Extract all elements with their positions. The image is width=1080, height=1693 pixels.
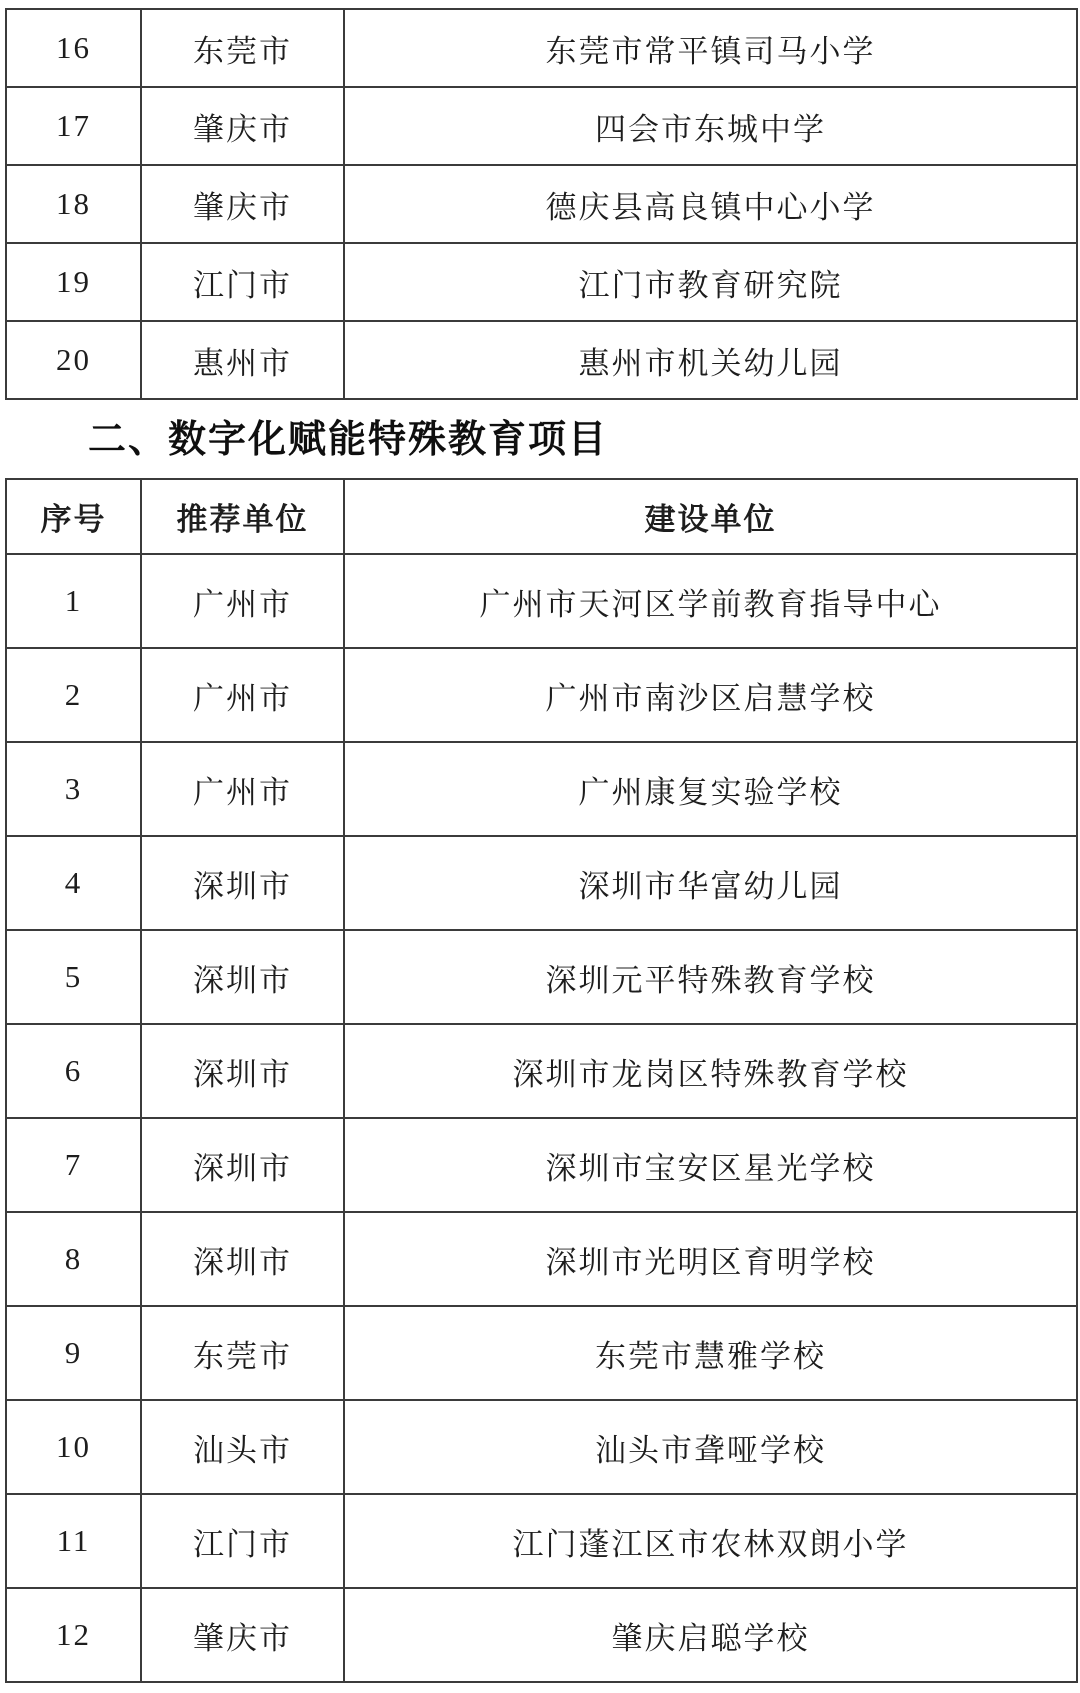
table-head [6, 479, 1077, 554]
recommender-cell: 东莞市 [141, 9, 344, 87]
table-body [6, 554, 1077, 1682]
builder-cell: 广州市南沙区启慧学校 [344, 648, 1077, 742]
table-row [6, 648, 1077, 742]
serial-cell: 3 [6, 742, 141, 836]
recommender-cell: 广州市 [141, 742, 344, 836]
serial-cell: 2 [6, 648, 141, 742]
serial-cell: 8 [6, 1212, 141, 1306]
serial-cell: 17 [6, 87, 141, 165]
serial-cell: 20 [6, 321, 141, 399]
builder-cell: 东莞市慧雅学校 [344, 1306, 1077, 1400]
builder-cell: 惠州市机关幼儿园 [344, 321, 1077, 399]
project-table-continuation [5, 8, 1078, 400]
builder-cell: 深圳市龙岗区特殊教育学校 [344, 1024, 1077, 1118]
serial-cell: 16 [6, 9, 141, 87]
table-row [6, 1118, 1077, 1212]
recommender-cell: 肇庆市 [141, 1588, 344, 1682]
table-body [6, 9, 1077, 399]
serial-cell: 7 [6, 1118, 141, 1212]
recommender-cell: 惠州市 [141, 321, 344, 399]
recommender-cell: 广州市 [141, 554, 344, 648]
builder-cell: 江门蓬江区市农林双朗小学 [344, 1494, 1077, 1588]
builder-cell: 汕头市聋哑学校 [344, 1400, 1077, 1494]
section-heading: 二、数字化赋能特殊教育项目 [88, 419, 609, 461]
recommender-cell: 深圳市 [141, 1024, 344, 1118]
table-row [6, 554, 1077, 648]
recommender-cell: 广州市 [141, 648, 344, 742]
serial-cell: 12 [6, 1588, 141, 1682]
serial-cell: 9 [6, 1306, 141, 1400]
table-row [6, 87, 1077, 165]
table-row [6, 1212, 1077, 1306]
builder-cell: 江门市教育研究院 [344, 243, 1077, 321]
builder-cell: 广州市天河区学前教育指导中心 [344, 554, 1077, 648]
recommender-cell: 江门市 [141, 243, 344, 321]
special-education-project-table [5, 478, 1078, 1683]
serial-cell: 5 [6, 930, 141, 1024]
table-row [6, 742, 1077, 836]
table-row [6, 1494, 1077, 1588]
recommender-cell: 东莞市 [141, 1306, 344, 1400]
builder-header: 建设单位 [344, 479, 1077, 554]
recommender-cell: 江门市 [141, 1494, 344, 1588]
builder-cell: 广州康复实验学校 [344, 742, 1077, 836]
recommender-cell: 深圳市 [141, 1118, 344, 1212]
builder-cell: 深圳市光明区育明学校 [344, 1212, 1077, 1306]
serial-cell: 11 [6, 1494, 141, 1588]
serial-cell: 10 [6, 1400, 141, 1494]
recommender-cell: 深圳市 [141, 836, 344, 930]
serial-header: 序号 [6, 479, 141, 554]
builder-cell: 四会市东城中学 [344, 87, 1077, 165]
recommender-cell: 深圳市 [141, 930, 344, 1024]
table-row [6, 9, 1077, 87]
serial-cell: 18 [6, 165, 141, 243]
serial-cell: 1 [6, 554, 141, 648]
recommender-cell: 深圳市 [141, 1212, 344, 1306]
table-row [6, 1588, 1077, 1682]
serial-cell: 19 [6, 243, 141, 321]
recommender-cell: 汕头市 [141, 1400, 344, 1494]
serial-cell: 4 [6, 836, 141, 930]
table-header-row [6, 479, 1077, 554]
table-row [6, 836, 1077, 930]
recommender-header: 推荐单位 [141, 479, 344, 554]
table-row [6, 165, 1077, 243]
table-row [6, 1024, 1077, 1118]
table-row [6, 1400, 1077, 1494]
builder-cell: 深圳元平特殊教育学校 [344, 930, 1077, 1024]
builder-cell: 肇庆启聪学校 [344, 1588, 1077, 1682]
builder-cell: 德庆县高良镇中心小学 [344, 165, 1077, 243]
table-row [6, 243, 1077, 321]
builder-cell: 深圳市宝安区星光学校 [344, 1118, 1077, 1212]
serial-cell: 6 [6, 1024, 141, 1118]
table-row [6, 930, 1077, 1024]
table-row [6, 321, 1077, 399]
table-row [6, 1306, 1077, 1400]
builder-cell: 深圳市华富幼儿园 [344, 836, 1077, 930]
builder-cell: 东莞市常平镇司马小学 [344, 9, 1077, 87]
recommender-cell: 肇庆市 [141, 165, 344, 243]
recommender-cell: 肇庆市 [141, 87, 344, 165]
